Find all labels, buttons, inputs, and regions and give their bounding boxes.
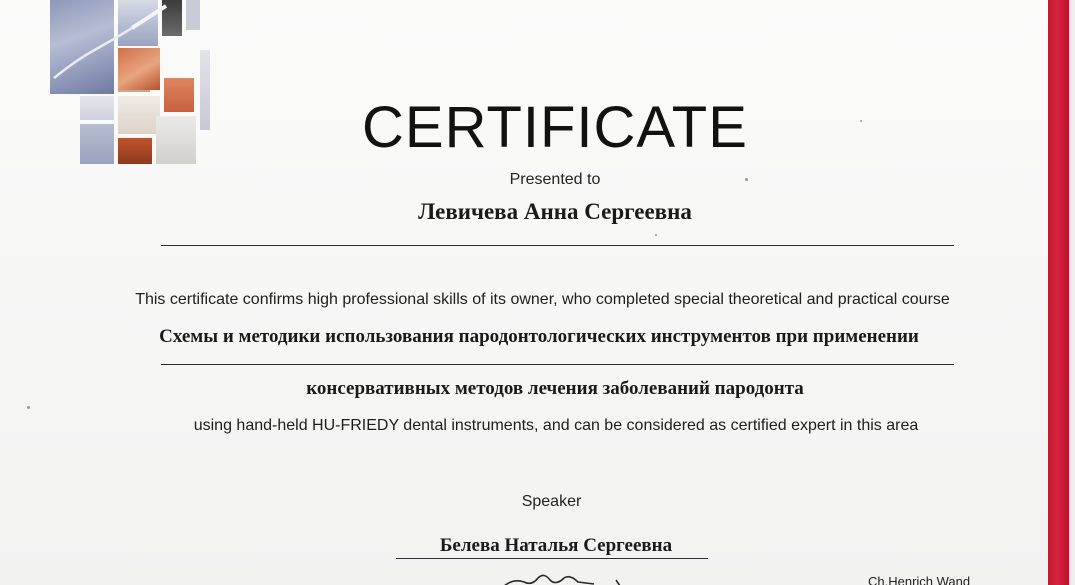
presented-to-label: Presented to [509,171,601,188]
course-title-underline [161,364,954,365]
paper-speck [27,406,30,409]
speaker-signature [498,570,638,585]
recipient-name: Левичева Анна Сергеевна [418,199,692,224]
confirmation-text: This certificate confirms high professional skills of its owner, who completed special theoretical and practical course [135,291,950,308]
second-signatory-name: Ch.Henrich Wand [868,574,971,585]
course-title-line-1: Схемы и методики использования пародонтологических инструментов при применении [159,326,919,347]
recipient-underline [161,245,954,246]
paper-speck [655,234,657,236]
paper-speck [745,178,748,181]
speaker-signature-line [396,558,708,559]
certificate-title: CERTIFICATE [362,95,748,160]
paper-speck [860,120,862,122]
speaker-label: Speaker [521,493,582,510]
course-title-line-2: консервативных методов лечения заболеваний пародонта [306,378,804,399]
instruments-text: using hand-held HU-FRIEDY dental instruments, and can be considered as certified expert in this area [193,417,919,434]
speaker-name: Белева Наталья Сергеевна [439,535,673,556]
